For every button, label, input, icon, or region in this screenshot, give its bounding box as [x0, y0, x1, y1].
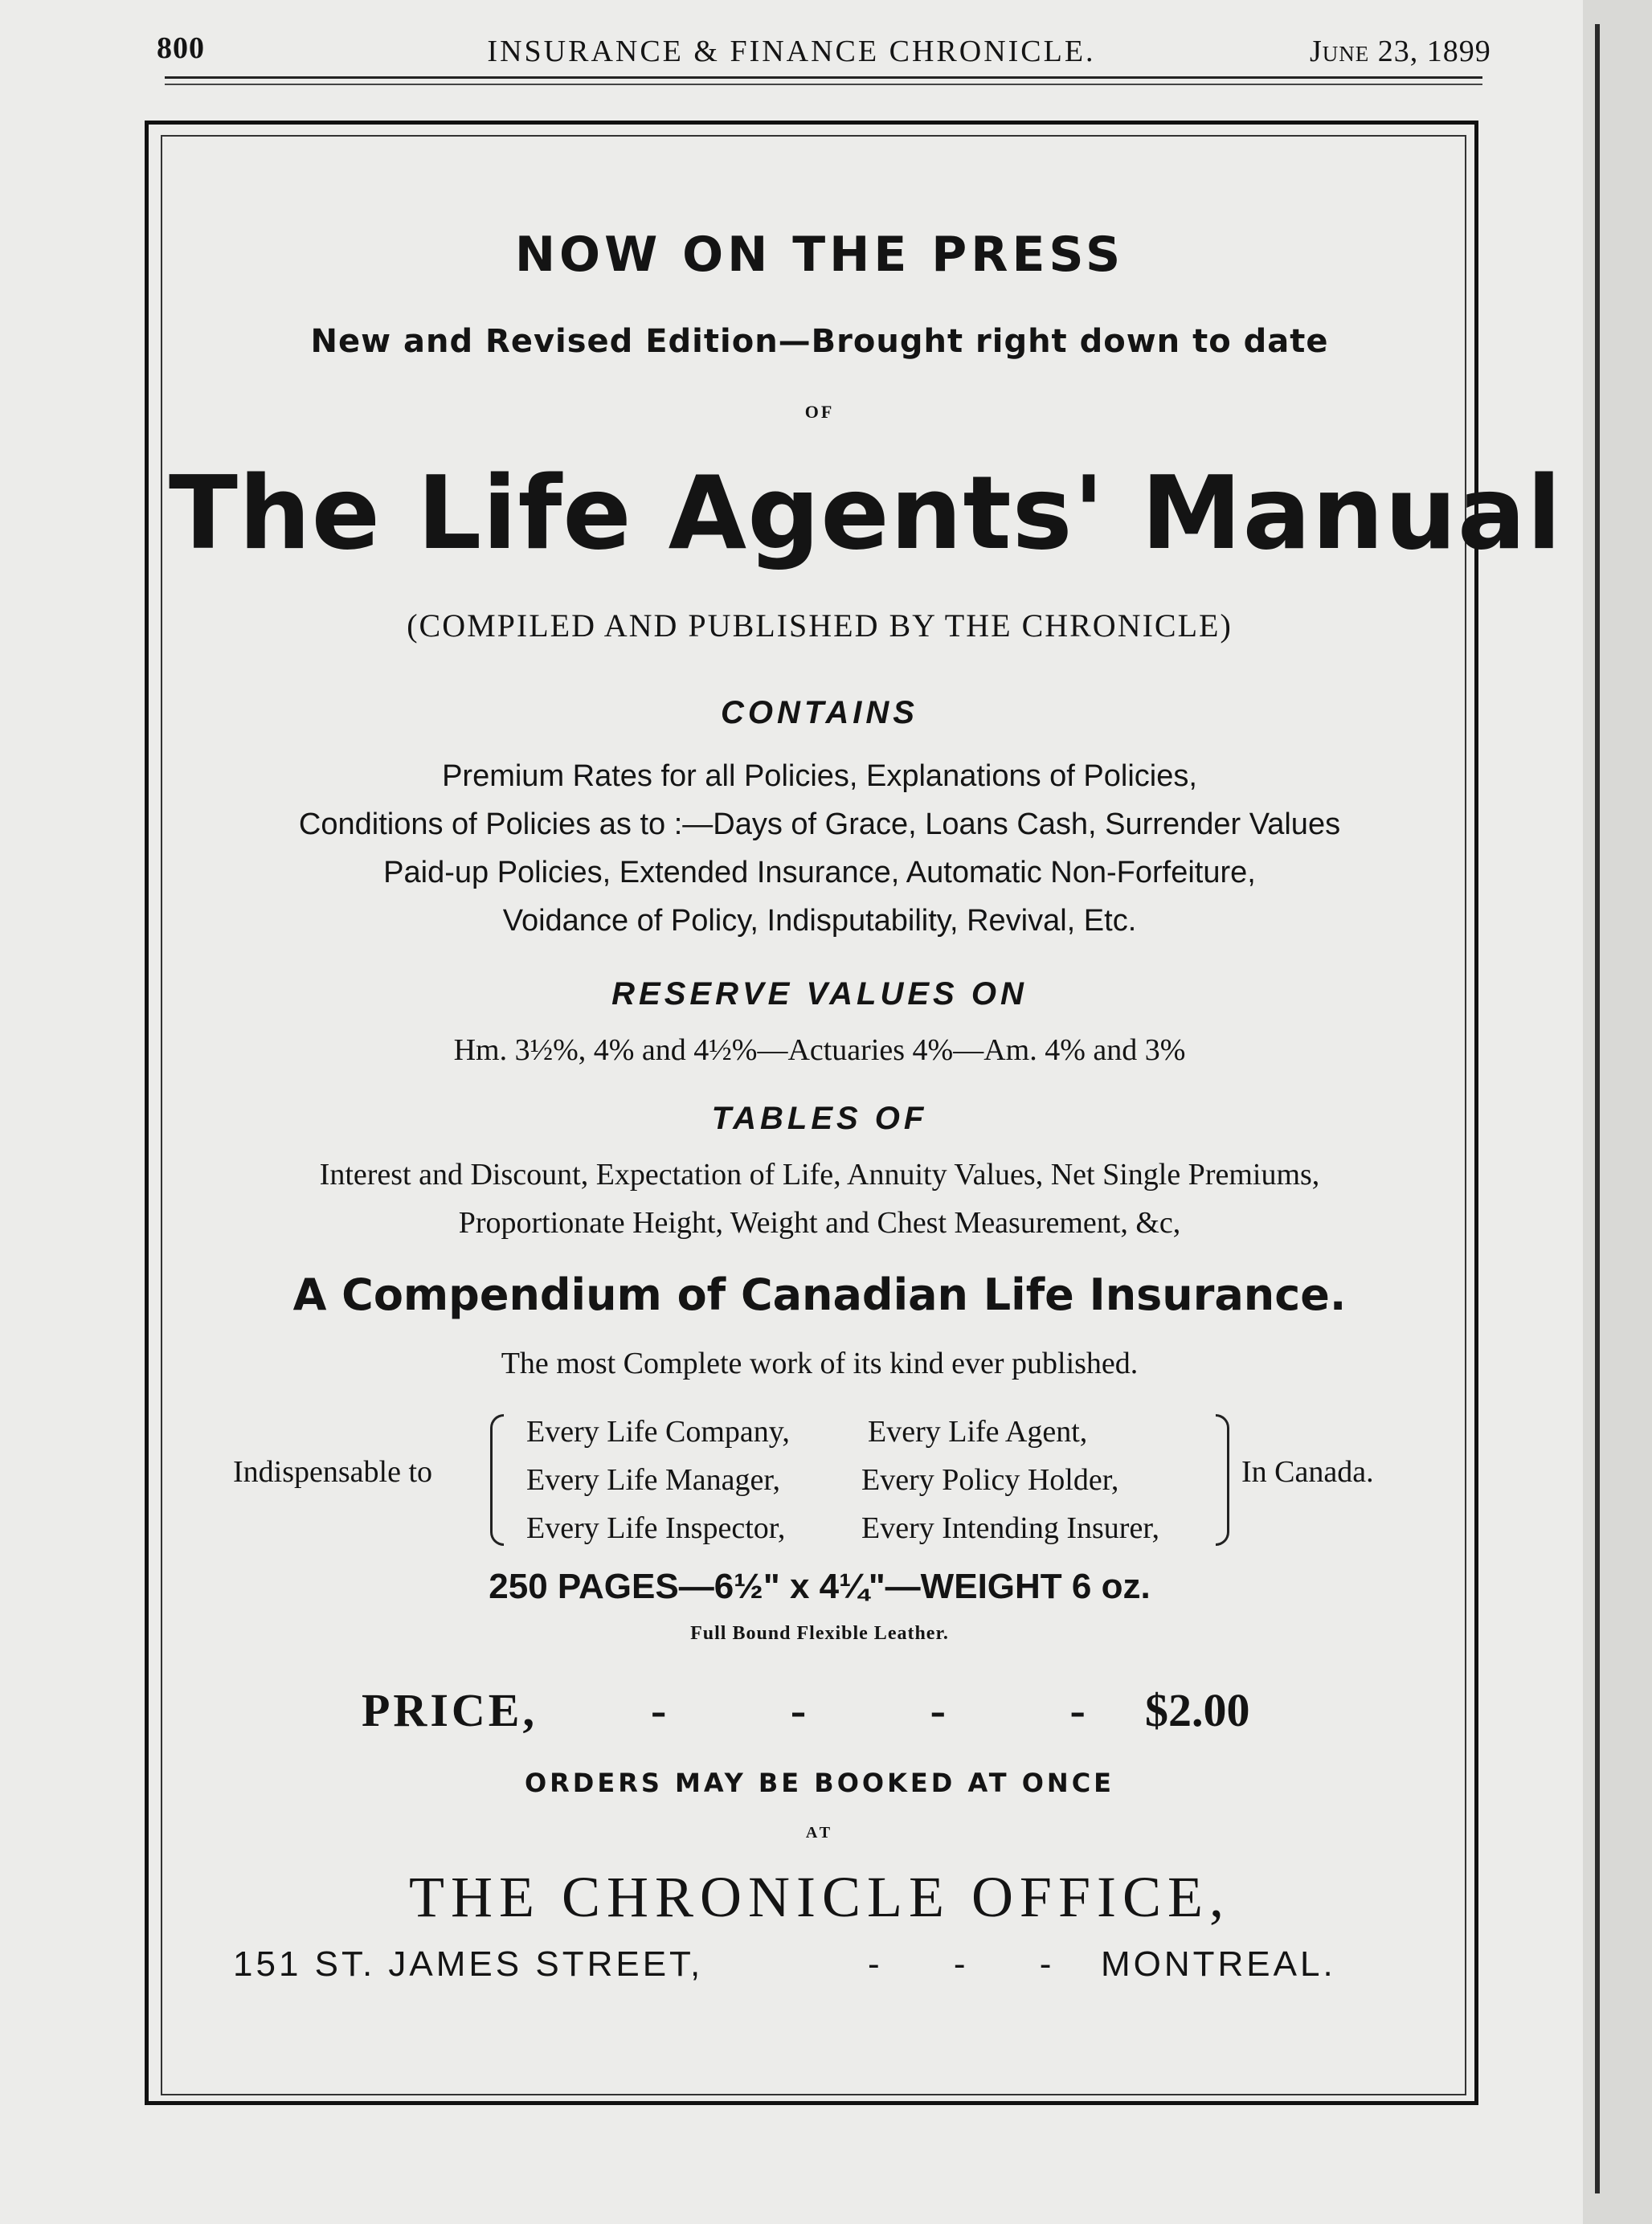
tables-line: Interest and Discount, Expectation of Life, Annuity Values, Net Single Premiums, [319, 1158, 1320, 1192]
issue-date: June 23, 1899 [1310, 35, 1491, 68]
right-brace [1216, 1414, 1229, 1546]
press-headline: NOW ON THE PRESS [514, 227, 1125, 283]
advertisement [169, 137, 1563, 2089]
tables-heading: TABLES OF [711, 1101, 928, 1136]
at-label: AT [805, 1824, 834, 1842]
price-dashes: - - - - [651, 1684, 1142, 1736]
in-canada-label: In Canada. [1241, 1455, 1374, 1489]
binding-note: Full Bound Flexible Leather. [690, 1623, 949, 1644]
publication-title: INSURANCE & FINANCE CHRONICLE. [487, 35, 1096, 68]
contains-heading: CONTAINS [721, 695, 918, 730]
contains-line: Voidance of Policy, Indisputability, Revival, Etc. [502, 904, 1137, 938]
audience-item: Every Policy Holder, [861, 1463, 1119, 1497]
page-number: 800 [157, 31, 205, 65]
price-label: PRICE, [362, 1684, 538, 1736]
page-header [0, 0, 1583, 88]
contains-line: Conditions of Policies as to :—Days of Grace, Loans Cash, Surrender Values [298, 807, 1341, 841]
audience-item: Every Intending Insurer, [861, 1511, 1159, 1545]
orders-line: ORDERS MAY BE BOOKED AT ONCE [524, 1768, 1115, 1798]
page-count-line: 250 PAGES—6½" x 4¼"—WEIGHT 6 oz. [489, 1567, 1151, 1606]
reserve-heading: RESERVE VALUES ON [611, 976, 1028, 1012]
audience-item: Every Life Inspector, [526, 1511, 786, 1545]
adjacent-page-edge [1583, 0, 1652, 2224]
header-rule-thin [165, 84, 1482, 85]
address-city: MONTREAL. [1101, 1944, 1336, 1984]
contains-line: Paid-up Policies, Extended Insurance, Automatic Non-Forfeiture, [383, 856, 1256, 889]
tagline: The most Complete work of its kind ever published. [501, 1347, 1139, 1380]
page-gutter-line [1595, 24, 1600, 2193]
header-rule [165, 76, 1482, 79]
indispensable-label: Indispensable to [233, 1455, 433, 1489]
audience-item: Every Life Manager, [526, 1463, 781, 1497]
reserve-values-line: Hm. 3½%, 4% and 4½%—Actuaries 4%—Am. 4% and 3% [453, 1033, 1186, 1067]
of-label: OF [804, 402, 835, 422]
address-dashes: - - - [868, 1944, 1084, 1984]
tables-line: Proportionate Height, Weight and Chest Measurement, &c, [458, 1206, 1181, 1240]
compendium-headline: A Compendium of Canadian Life Insurance. [292, 1269, 1347, 1320]
contains-line: Premium Rates for all Policies, Explanations of Policies, [442, 759, 1197, 793]
left-brace [490, 1414, 504, 1546]
address-street: 151 ST. JAMES STREET, [233, 1944, 704, 1984]
audience-item: Every Life Agent, [868, 1415, 1088, 1449]
edition-line: New and Revised Edition—Brought right down to date [310, 323, 1329, 360]
manual-title: The Life Agents' Manual [169, 454, 1563, 572]
audience-item: Every Life Company, [526, 1415, 790, 1449]
price-value: $2.00 [1145, 1684, 1250, 1736]
office-name: THE CHRONICLE OFFICE, [408, 1865, 1230, 1929]
compiled-note: (COMPILED AND PUBLISHED BY THE CHRONICLE) [407, 607, 1233, 644]
